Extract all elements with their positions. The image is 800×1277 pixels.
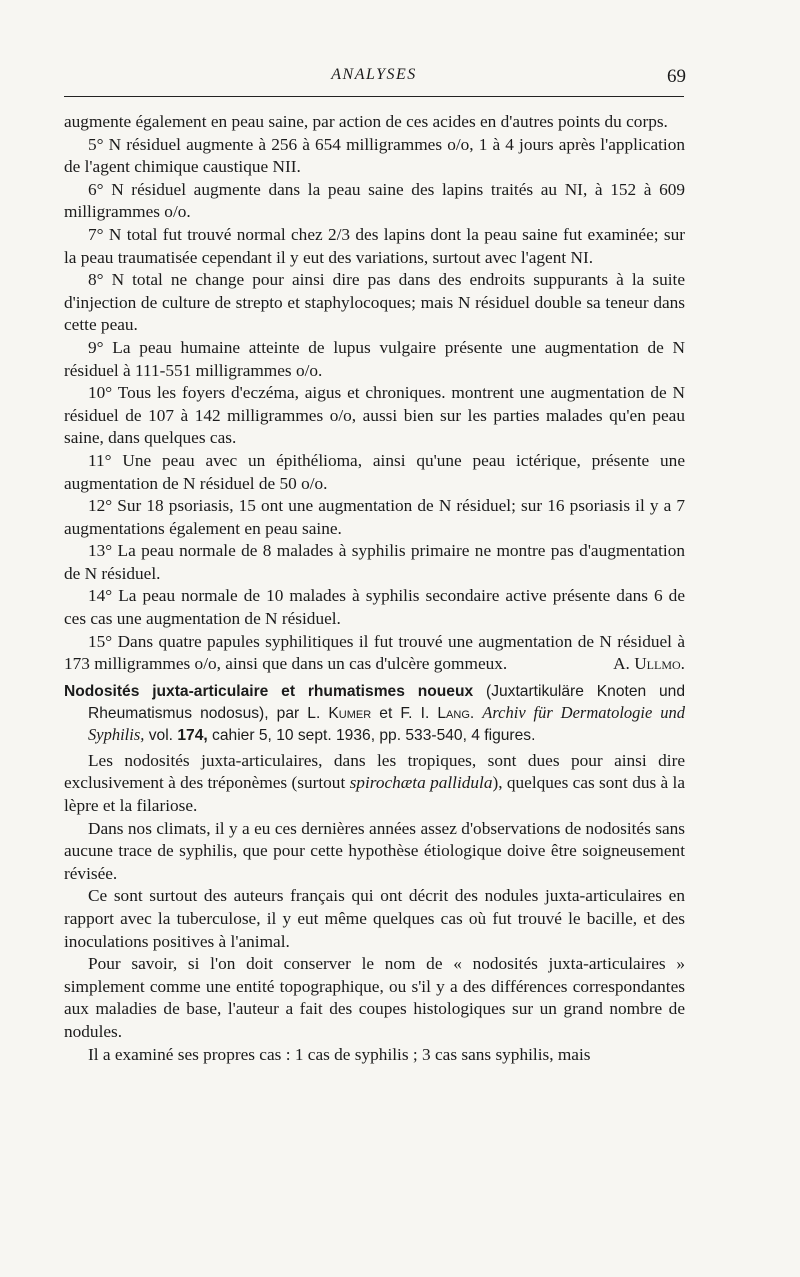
list-item: 5° N résiduel augmente à 256 à 654 milligrammes o/o, 1 à 4 jours après l'application de l'agent chimique caustique NII. (64, 134, 685, 177)
list-item: 9° La peau humaine atteinte de lupus vulgaire présente une augmentation de N résiduel à 111-551 milligrammes o/o. (64, 337, 685, 380)
abstract-body (64, 750, 685, 1066)
list-item: 10° Tous les foyers d'eczéma, aigus et chroniques. montrent une augmentation de N résiduel de 107 à 142 milligrammes o/o, aussi bien sur les parties malades qu'en peau saine, dans quelques cas. (64, 383, 685, 448)
abstract-paragraph: Dans nos climats, il y a eu ces dernières années assez d'observations de nodosités sans aucune trace de syphilis, que pour cette hypothèse étiologique doive être soigneusement révisée. (64, 818, 685, 883)
list-item: 13° La peau normale de 8 malades à syphilis primaire ne montre pas d'augmentation de N résiduel. (64, 541, 685, 583)
species-name: spirochæta pallidula (349, 773, 493, 793)
author-name: L. Kumer (307, 704, 372, 722)
continuation-paragraph: augmente également en peau saine, par action de ces acides en d'autres points du corps. (64, 112, 668, 131)
list-item-text: 15° Dans quatre papules syphilitiques il fut trouvé une augmentation de N résiduel à 173 milligrammes o/o, ainsi que dans un cas d'ulcère gommeux. (64, 631, 685, 674)
page-body (64, 111, 685, 1066)
abstract-paragraph: Pour savoir, si l'on doit conserver le nom de « nodosités juxta-articulaires » simplement comme une entité topographique, ou s'il y a des différences correspondantes aux maladies de base, l'auteur a fait des coupes histologiques sur un grand nombre de nodules. (64, 954, 685, 1041)
author-name: F. I. Lang. (400, 704, 475, 722)
page-number: 69 (667, 66, 686, 87)
volume-prefix: vol. (148, 726, 173, 744)
list-item: 11° Une peau avec un épithélioma, ainsi qu'une peau ictérique, présente une augmentation de N résiduel de 50 o/o. (64, 450, 685, 493)
original-title: (Juxtartikuläre Knoten und Rheumatismus nodosus), par (88, 682, 686, 722)
abstract-paragraph: Il a examiné ses propres cas : 1 cas de syphilis ; 3 cas sans syphilis, mais (88, 1044, 591, 1064)
abstract-paragraph (64, 750, 685, 818)
list-item: 14° La peau normale de 10 malades à syphilis secondaire active présente dans 6 de ces cas une augmentation de N résiduel. (64, 586, 685, 629)
abstract-paragraph: Ce sont surtout des auteurs français qui ont décrit des nodules juxta-articulaires en rapport avec la tuberculose, il y eut même quelques cas où fut trouvé le bacille, et des inoculations positives à l'animal. (64, 886, 685, 951)
conjunction: et (379, 704, 393, 722)
author-signature: A. Ullmo. (613, 654, 685, 674)
citation-details: cahier 5, 10 sept. 1936, pp. 533-540, 4 figures. (212, 726, 536, 744)
running-title: ANALYSES (331, 66, 417, 83)
abstract-title: Nodosités juxta-articulaire et rhumatismes noueux (64, 682, 474, 700)
abstract-heading (64, 681, 685, 746)
journal-name: Archiv für Dermatologie und Syphilis, (88, 702, 685, 744)
list-item: 7° N total fut trouvé normal chez 2/3 des lapins dont la peau saine fut examinée; sur la peau traumatisée cependant il y eut des variations, surtout avec l'agent NI. (64, 224, 685, 267)
running-header (64, 60, 684, 97)
list-item: 6° N résiduel augmente dans la peau saine des lapins traités au NI, à 152 à 609 milligrammes o/o. (64, 179, 685, 222)
list-item: 8° N total ne change pour ainsi dire pas dans des endroits suppurants à la suite d'injection de culture de strepto et staphylocoques; mais N résiduel double sa teneur dans cette peau. (64, 270, 685, 335)
volume-number: 174, (177, 726, 208, 744)
list-item-last (64, 631, 685, 676)
list-item: 12° Sur 18 psoriasis, 15 ont une augmentation de N résiduel; sur 16 psoriasis il y a 7 augmentations également en peau saine. (64, 496, 685, 538)
paragraph-text: Les nodosités juxta-articulaires, dans les tropiques, sont dues pour ainsi dire exclusivement à des tréponèmes (surtout (64, 750, 685, 793)
paragraph-text: ), quelques cas sont dus à la lèpre et la filariose. (64, 773, 685, 816)
